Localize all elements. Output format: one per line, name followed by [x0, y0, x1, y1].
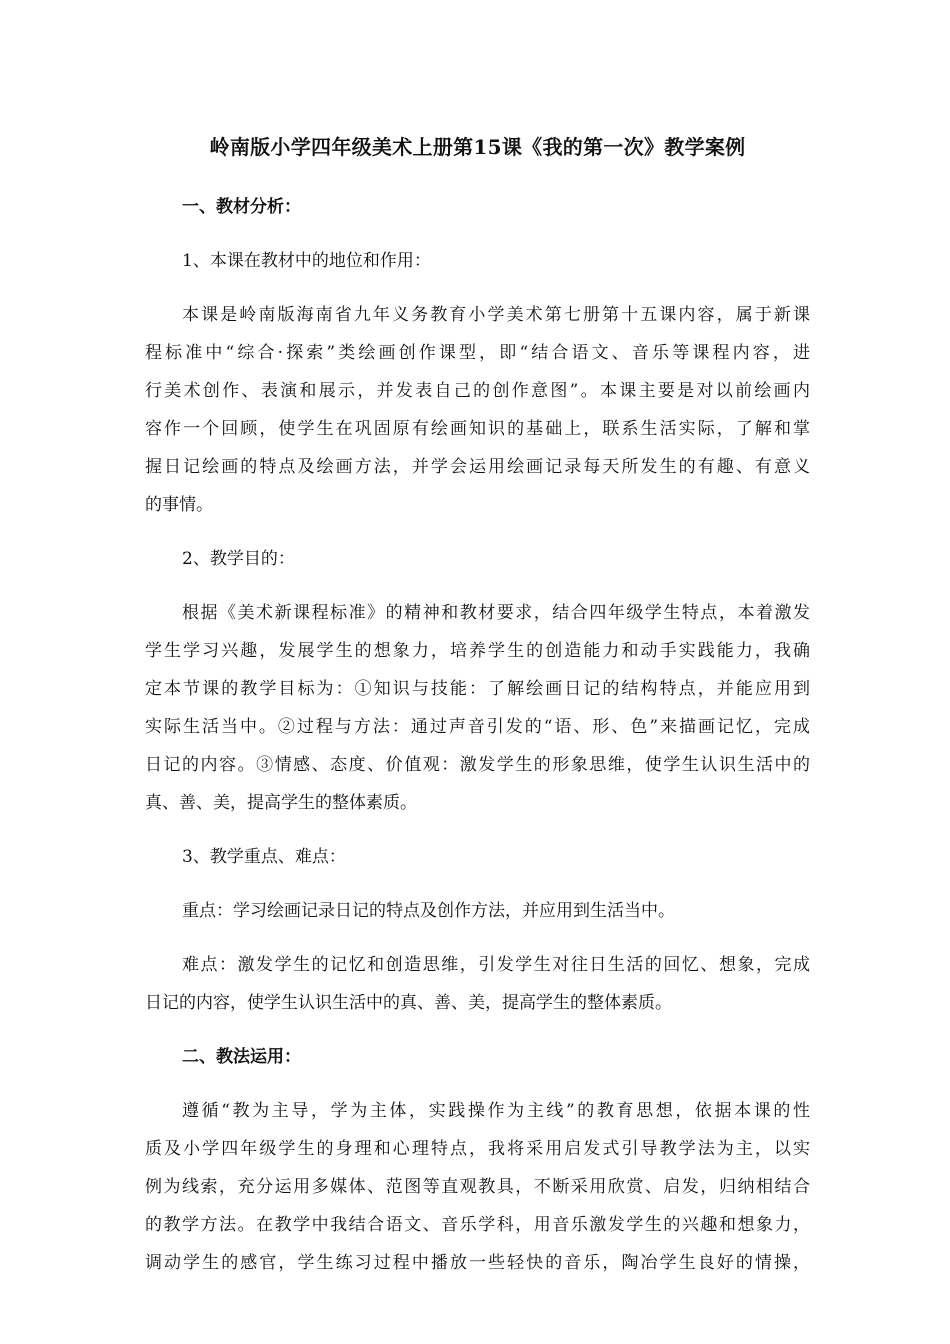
paragraph-line: 的事情。	[145, 495, 213, 515]
subsection-teaching-objectives	[145, 540, 810, 822]
paragraph-key-point	[145, 892, 810, 930]
paragraph-line: 根据《美术新课程标准》的精神和教材要求，结合四年级学生特点，本着激发	[182, 603, 810, 623]
paragraph-line: 真、善、美，提高学生的整体素质。	[145, 793, 417, 813]
paragraph-line: 例为线索，充分运用多媒体、范图等直观教具，不断采用欣赏、启发，归纳相结合	[145, 1177, 810, 1197]
subsection-position-role	[145, 242, 810, 524]
paragraph-line: 调动学生的感官，学生练习过程中播放一些轻快的音乐，陶冶学生良好的情操，	[145, 1253, 810, 1273]
paragraph-line: 质及小学四年级学生的身理和心理特点，我将采用启发式引导教学法为主，以实	[145, 1139, 810, 1159]
paragraph-line: 遵循“教为主导，学为主体，实践操作为主线”的教育思想，依据本课的性	[182, 1101, 810, 1121]
paragraph-line: 的教学方法。在教学中我结合语文、音乐学科，用音乐激发学生的兴趣和想象力，	[145, 1215, 810, 1235]
document-title: 岭南版小学四年级美术上册第15课《我的第一次》教学案例	[209, 135, 746, 159]
paragraph-line: 日记的内容。③情感、态度、价值观：激发学生的形象思维，使学生认识生活中的	[145, 755, 810, 775]
paragraph-line: 定本节课的教学目标为：①知识与技能：了解绘画日记的结构特点，并能应用到	[145, 679, 810, 699]
paragraph-line: 日记的内容，使学生认识生活中的真、善、美，提高学生的整体素质。	[145, 993, 672, 1013]
section-heading: 二、教法运用：	[182, 1047, 301, 1067]
subsection-label: 3、教学重点、难点：	[182, 847, 346, 867]
paragraph-line: 握日记绘画的特点及绘画方法，并学会运用绘画记录每天所发生的有趣、有意义	[145, 457, 810, 477]
subsection-label: 1、本课在教材中的地位和作用：	[182, 251, 431, 271]
paragraph-line: 难点：激发学生的记忆和创造思维，引发学生对往日生活的回忆、想象，完成	[182, 955, 810, 975]
paragraph-line: 容作一个回顾，使学生在巩固原有绘画知识的基础上，联系生活实际，了解和掌	[145, 419, 810, 439]
document-page	[145, 128, 810, 1298]
section-textbook-analysis	[145, 188, 810, 1022]
paragraph	[145, 1092, 810, 1282]
paragraph-difficult-point	[145, 946, 810, 1022]
paragraph	[145, 296, 810, 524]
paragraph-line: 实际生活当中。②过程与方法：通过声音引发的“语、形、色”来描画记忆，完成	[145, 717, 810, 737]
paragraph-line: 行美术创作、表演和展示，并发表自己的创作意图”。本课主要是对以前绘画内	[145, 381, 810, 401]
paragraph	[145, 594, 810, 822]
paragraph-line: 本课是岭南版海南省九年义务教育小学美术第七册第十五课内容，属于新课	[182, 305, 810, 325]
paragraph-line: 学生学习兴趣，发展学生的想象力，培养学生的创造能力和动手实践能力，我确	[145, 641, 810, 661]
section-teaching-methods	[145, 1038, 810, 1282]
section-heading: 一、教材分析：	[182, 197, 301, 217]
paragraph-line: 重点：学习绘画记录日记的特点及创作方法，并应用到生活当中。	[182, 901, 675, 921]
subsection-key-difficult-points	[145, 838, 810, 1022]
subsection-label: 2、教学目的：	[182, 549, 295, 569]
paragraph-line: 程标准中“综合·探索”类绘画创作课型，即“结合语文、音乐等课程内容，进	[145, 343, 810, 363]
